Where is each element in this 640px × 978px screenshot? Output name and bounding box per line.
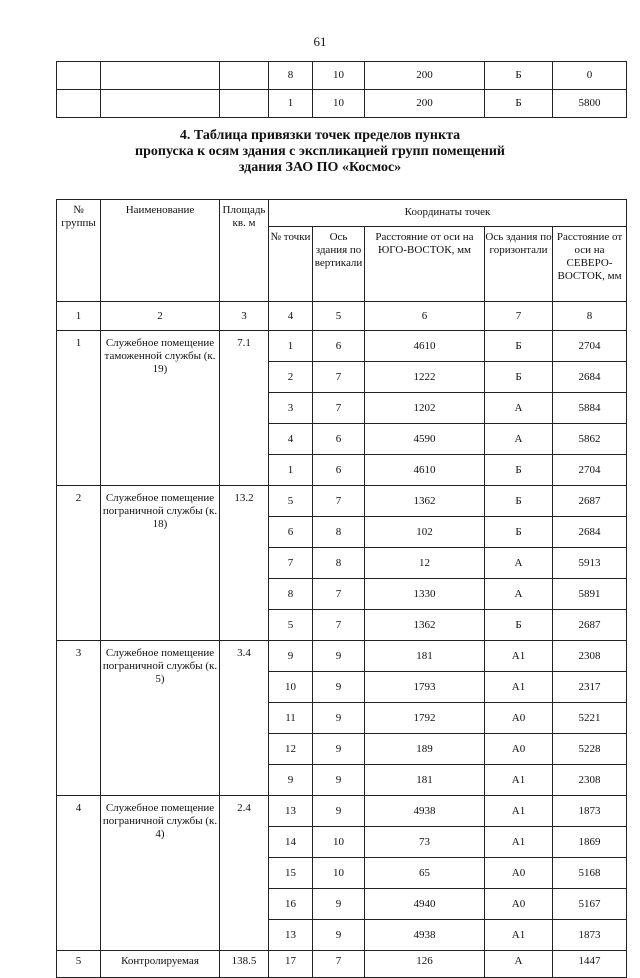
header-coords: Координаты точек: [269, 200, 627, 227]
vertical-axis-cell: 9: [313, 796, 365, 827]
header-area: Площадь кв. м: [220, 200, 269, 302]
horizontal-axis-cell: А0: [485, 889, 553, 920]
distance-northeast-cell: 5221: [553, 703, 627, 734]
table-row: [57, 951, 627, 978]
horizontal-axis-cell: А1: [485, 672, 553, 703]
vertical-axis-cell: 9: [313, 641, 365, 672]
vertical-axis-cell: 9: [313, 889, 365, 920]
horizontal-axis-cell: Б: [485, 362, 553, 393]
point-number-cell: 9: [269, 641, 313, 672]
header-group-no: № группы: [57, 200, 101, 302]
horizontal-axis-cell: Б: [485, 610, 553, 641]
header-name: Наименование: [101, 200, 220, 302]
distance-northeast-cell: 5167: [553, 889, 627, 920]
table-cell: 1: [269, 90, 313, 118]
horizontal-axis-cell: А0: [485, 734, 553, 765]
distance-northeast-cell: 2684: [553, 517, 627, 548]
header-distance-southeast: Расстояние от оси на ЮГО-ВОСТОК, мм: [365, 227, 485, 302]
horizontal-axis-cell: А1: [485, 920, 553, 951]
point-number-cell: 12: [269, 734, 313, 765]
vertical-axis-cell: 6: [313, 331, 365, 362]
table-row: [57, 796, 627, 827]
horizontal-axis-cell: А: [485, 951, 553, 978]
distance-southeast-cell: 1362: [365, 610, 485, 641]
horizontal-axis-cell: Б: [485, 486, 553, 517]
table-cell: Б: [485, 62, 553, 90]
table-row: [57, 486, 627, 517]
table-row: [57, 90, 627, 118]
point-number-cell: 1: [269, 455, 313, 486]
distance-southeast-cell: 1793: [365, 672, 485, 703]
header-distance-northeast: Расстояние от оси на СЕВЕРО-ВОСТОК, мм: [553, 227, 627, 302]
horizontal-axis-cell: Б: [485, 455, 553, 486]
vertical-axis-cell: 9: [313, 920, 365, 951]
room-name-cell: Служебное помещение пограничной службы (к. 4): [101, 796, 220, 951]
table-row: [57, 641, 627, 672]
point-number-cell: 13: [269, 796, 313, 827]
horizontal-axis-cell: А1: [485, 765, 553, 796]
table-cell: [101, 62, 220, 90]
distance-northeast-cell: 2687: [553, 486, 627, 517]
table-cell: 8: [269, 62, 313, 90]
table-cell: 0: [553, 62, 627, 90]
group-number-cell: 4: [57, 796, 101, 951]
column-number: 6: [365, 302, 485, 331]
table-cell: 5800: [553, 90, 627, 118]
area-cell: 138.5: [220, 951, 269, 978]
point-number-cell: 14: [269, 827, 313, 858]
distance-northeast-cell: 1447: [553, 951, 627, 978]
distance-southeast-cell: 4610: [365, 331, 485, 362]
area-cell: 2.4: [220, 796, 269, 951]
horizontal-axis-cell: А: [485, 393, 553, 424]
table-cell: Б: [485, 90, 553, 118]
point-number-cell: 13: [269, 920, 313, 951]
vertical-axis-cell: 7: [313, 951, 365, 978]
horizontal-axis-cell: Б: [485, 331, 553, 362]
distance-northeast-cell: 2684: [553, 362, 627, 393]
point-number-cell: 7: [269, 548, 313, 579]
column-number: 2: [101, 302, 220, 331]
distance-northeast-cell: 5913: [553, 548, 627, 579]
horizontal-axis-cell: А1: [485, 827, 553, 858]
horizontal-axis-cell: А0: [485, 703, 553, 734]
point-number-cell: 4: [269, 424, 313, 455]
distance-southeast-cell: 189: [365, 734, 485, 765]
vertical-axis-cell: 8: [313, 548, 365, 579]
room-name-cell: Служебное помещение пограничной службы (к. 5): [101, 641, 220, 796]
group-number-cell: 1: [57, 331, 101, 486]
distance-southeast-cell: 1362: [365, 486, 485, 517]
column-number: 1: [57, 302, 101, 331]
point-number-cell: 8: [269, 579, 313, 610]
horizontal-axis-cell: А: [485, 424, 553, 455]
distance-northeast-cell: 1873: [553, 920, 627, 951]
table-row: [57, 62, 627, 90]
vertical-axis-cell: 7: [313, 610, 365, 641]
room-name-cell: Служебное помещение пограничной службы (к. 18): [101, 486, 220, 641]
distance-northeast-cell: 2308: [553, 765, 627, 796]
column-number: 4: [269, 302, 313, 331]
group-number-cell: 2: [57, 486, 101, 641]
distance-southeast-cell: 1202: [365, 393, 485, 424]
table-cell: 10: [313, 90, 365, 118]
area-cell: 3.4: [220, 641, 269, 796]
point-number-cell: 16: [269, 889, 313, 920]
horizontal-axis-cell: А: [485, 548, 553, 579]
distance-northeast-cell: 5168: [553, 858, 627, 889]
table-cell: 10: [313, 62, 365, 90]
header-point-no: № точки: [269, 227, 313, 302]
distance-northeast-cell: 2704: [553, 455, 627, 486]
point-number-cell: 5: [269, 610, 313, 641]
column-number: 3: [220, 302, 269, 331]
room-name-cell: Контролируемая: [101, 951, 220, 978]
horizontal-axis-cell: А1: [485, 796, 553, 827]
room-name-cell: Служебное помещение таможенной службы (к. 19): [101, 331, 220, 486]
section-title-line: пропуска к осям здания с экспликацией групп помещений: [135, 144, 505, 159]
vertical-axis-cell: 9: [313, 765, 365, 796]
table-cell: 200: [365, 90, 485, 118]
header-horizontal-axis: Ось здания по горизонтали: [485, 227, 553, 302]
vertical-axis-cell: 8: [313, 517, 365, 548]
vertical-axis-cell: 6: [313, 455, 365, 486]
distance-northeast-cell: 2687: [553, 610, 627, 641]
point-number-cell: 10: [269, 672, 313, 703]
point-number-cell: 1: [269, 331, 313, 362]
distance-northeast-cell: 5891: [553, 579, 627, 610]
distance-southeast-cell: 181: [365, 641, 485, 672]
table-cell: 200: [365, 62, 485, 90]
column-number: 7: [485, 302, 553, 331]
table-cell: [220, 62, 269, 90]
distance-northeast-cell: 5228: [553, 734, 627, 765]
point-number-cell: 3: [269, 393, 313, 424]
point-number-cell: 5: [269, 486, 313, 517]
vertical-axis-cell: 7: [313, 579, 365, 610]
distance-southeast-cell: 126: [365, 951, 485, 978]
table-row: [57, 331, 627, 362]
distance-southeast-cell: 1330: [365, 579, 485, 610]
header-vertical-axis: Ось здания по вертикали: [313, 227, 365, 302]
distance-northeast-cell: 2704: [553, 331, 627, 362]
point-number-cell: 11: [269, 703, 313, 734]
distance-southeast-cell: 1222: [365, 362, 485, 393]
continuation-table: [56, 61, 627, 118]
distance-southeast-cell: 4938: [365, 920, 485, 951]
vertical-axis-cell: 7: [313, 486, 365, 517]
distance-southeast-cell: 4610: [365, 455, 485, 486]
column-number: 8: [553, 302, 627, 331]
section-title-line: здания ЗАО ПО «Космос»: [238, 160, 402, 175]
distance-southeast-cell: 1792: [365, 703, 485, 734]
page-number: 61: [313, 34, 327, 49]
vertical-axis-cell: 9: [313, 672, 365, 703]
horizontal-axis-cell: А1: [485, 641, 553, 672]
point-number-cell: 2: [269, 362, 313, 393]
distance-southeast-cell: 181: [365, 765, 485, 796]
point-number-cell: 9: [269, 765, 313, 796]
table-cell: [220, 90, 269, 118]
vertical-axis-cell: 9: [313, 734, 365, 765]
distance-northeast-cell: 1869: [553, 827, 627, 858]
point-number-cell: 6: [269, 517, 313, 548]
distance-southeast-cell: 102: [365, 517, 485, 548]
horizontal-axis-cell: А0: [485, 858, 553, 889]
area-cell: 13.2: [220, 486, 269, 641]
group-number-cell: 5: [57, 951, 101, 978]
distance-southeast-cell: 4590: [365, 424, 485, 455]
horizontal-axis-cell: А: [485, 579, 553, 610]
distance-northeast-cell: 2317: [553, 672, 627, 703]
table-cell: [101, 90, 220, 118]
distance-northeast-cell: 1873: [553, 796, 627, 827]
distance-southeast-cell: 12: [365, 548, 485, 579]
distance-southeast-cell: 65: [365, 858, 485, 889]
point-number-cell: 17: [269, 951, 313, 978]
table-cell: [57, 90, 101, 118]
vertical-axis-cell: 6: [313, 424, 365, 455]
group-number-cell: 3: [57, 641, 101, 796]
table-cell: [57, 62, 101, 90]
vertical-axis-cell: 10: [313, 827, 365, 858]
distance-northeast-cell: 5884: [553, 393, 627, 424]
point-number-cell: 15: [269, 858, 313, 889]
area-cell: 7.1: [220, 331, 269, 486]
vertical-axis-cell: 10: [313, 858, 365, 889]
section-title-line: 4. Таблица привязки точек пределов пункта: [179, 128, 461, 143]
distance-northeast-cell: 5862: [553, 424, 627, 455]
column-number: 5: [313, 302, 365, 331]
distance-southeast-cell: 4940: [365, 889, 485, 920]
distance-northeast-cell: 2308: [553, 641, 627, 672]
distance-southeast-cell: 73: [365, 827, 485, 858]
section-title: [100, 128, 540, 176]
vertical-axis-cell: 7: [313, 393, 365, 424]
vertical-axis-cell: 7: [313, 362, 365, 393]
points-table: [56, 199, 627, 978]
vertical-axis-cell: 9: [313, 703, 365, 734]
horizontal-axis-cell: Б: [485, 517, 553, 548]
distance-southeast-cell: 4938: [365, 796, 485, 827]
